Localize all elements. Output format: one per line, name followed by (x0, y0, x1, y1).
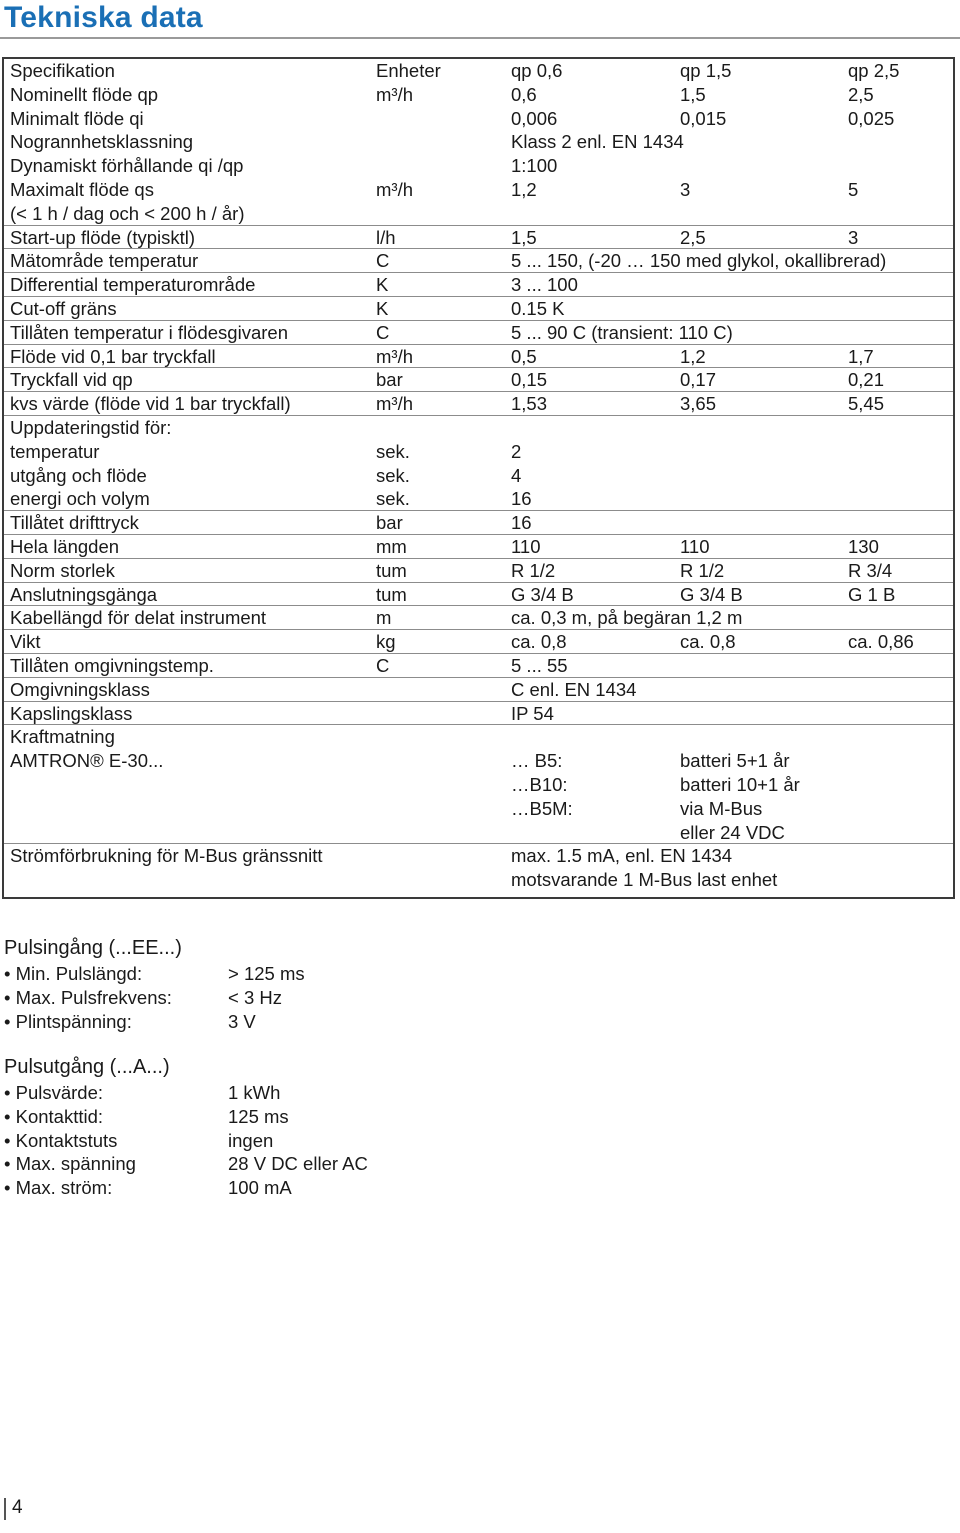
table-cell: 5 ... 150, (-20 … 150 med glykol, okallibrerad) (511, 250, 887, 272)
table-row (4, 154, 953, 178)
table-row (4, 345, 953, 369)
table-cell: 5 ... 55 (511, 654, 568, 676)
table-cell: 3 (848, 226, 859, 248)
table-cell: 0.15 K (511, 297, 565, 319)
table-cell: 3,65 (680, 393, 717, 415)
item-label: • Plintspänning: (4, 1010, 132, 1032)
table-row (4, 654, 953, 678)
table-row (4, 464, 953, 488)
table-cell: K (376, 274, 389, 296)
table-cell: C enl. EN 1434 (511, 678, 637, 700)
table-cell: qp 0,6 (511, 60, 563, 81)
table-cell: …B10: (511, 773, 568, 795)
table-cell: 16 (511, 488, 532, 510)
table-cell: Mätområde temperatur (10, 250, 199, 272)
table-row (4, 368, 953, 392)
table-row (4, 678, 953, 702)
table-cell: 110 (511, 535, 541, 557)
table-cell: mm (376, 535, 407, 557)
item-label: • Max. ström: (4, 1177, 113, 1199)
page-number-bar (4, 1498, 6, 1520)
table-cell: utgång och flöde (10, 464, 147, 486)
table-cell: 1:100 (511, 155, 558, 177)
table-row (4, 773, 953, 797)
table-row (4, 226, 953, 250)
table-row (4, 487, 953, 511)
table-cell: 0,006 (511, 107, 558, 129)
table-cell: Omgivningsklass (10, 678, 150, 700)
item-value: 28 V DC eller AC (228, 1153, 368, 1175)
item-value: 1 kWh (228, 1082, 281, 1103)
table-row (4, 559, 953, 583)
table-cell: kg (376, 631, 396, 653)
table-cell: Cut-off gräns (10, 297, 117, 319)
table-row (4, 630, 953, 654)
table-cell: 5 ... 90 C (transient: 110 C) (511, 321, 733, 343)
table-cell: AMTRON® E-30... (10, 750, 164, 772)
list-item (4, 1152, 368, 1176)
table-row (4, 392, 953, 416)
table-cell: tum (376, 583, 407, 605)
pulse-output-title: Pulsutgång (...A...) (4, 1056, 170, 1078)
table-row (4, 797, 953, 821)
table-cell: Flöde vid 0,1 bar tryckfall (10, 345, 216, 367)
item-label: • Min. Pulslängd: (4, 963, 143, 984)
table-cell: 1,7 (848, 345, 874, 367)
table-cell: …B5M: (511, 797, 573, 819)
table-cell: m (376, 607, 392, 629)
table-cell: 5,45 (848, 393, 885, 415)
table-cell: ca. 0,86 (848, 631, 914, 653)
table-row (4, 702, 953, 726)
table-cell: via M-Bus (680, 797, 763, 819)
table-row (4, 273, 953, 297)
page-title: Tekniska data (4, 1, 203, 34)
table-cell: batteri 10+1 år (680, 773, 800, 795)
spec-table (2, 57, 955, 899)
table-cell: Specifikation (10, 60, 115, 81)
table-cell: R 3/4 (848, 559, 893, 581)
table-cell: ca. 0,3 m, på begäran 1,2 m (511, 607, 743, 629)
table-cell: m³/h (376, 178, 413, 200)
table-cell: C (376, 250, 390, 272)
table-cell: eller 24 VDC (680, 821, 785, 843)
table-cell: kvs värde (flöde vid 1 bar tryckfall) (10, 393, 291, 415)
table-cell: 130 (848, 535, 879, 557)
table-cell: 5 (848, 178, 859, 200)
table-row (4, 606, 953, 630)
pulse-input-title: Pulsingång (...EE...) (4, 937, 182, 959)
table-cell: 0,15 (511, 369, 548, 391)
table-cell: Klass 2 enl. EN 1434 (511, 131, 684, 153)
table-cell: m³/h (376, 83, 413, 105)
table-cell: Norm storlek (10, 559, 115, 581)
table-cell: R 1/2 (680, 559, 725, 581)
table-cell: qp 1,5 (680, 60, 732, 81)
item-value: > 125 ms (228, 963, 305, 984)
table-cell: Uppdateringstid för: (10, 416, 172, 438)
table-row (4, 107, 953, 131)
table-cell: batteri 5+1 år (680, 750, 790, 772)
table-cell: 0,015 (680, 107, 727, 129)
table-cell: Strömförbrukning för M-Bus gränssnitt (10, 845, 323, 867)
table-row (4, 178, 953, 202)
table-cell: Nogrannhetsklassning (10, 131, 194, 153)
table-cell: ca. 0,8 (511, 631, 567, 653)
table-cell: tum (376, 559, 407, 581)
table-row (4, 249, 953, 273)
table-cell: Tillåtet drifttryck (10, 512, 139, 534)
table-row (4, 844, 953, 868)
table-row (4, 440, 953, 464)
table-cell: Tillåten omgivningstemp. (10, 654, 214, 676)
table-cell: 0,6 (511, 83, 537, 105)
table-cell: ca. 0,8 (680, 631, 736, 653)
table-row (4, 297, 953, 321)
table-cell: Minimalt flöde qi (10, 107, 144, 129)
pulse-input-section (4, 936, 305, 1033)
table-cell: Kabellängd för delat instrument (10, 607, 267, 629)
list-item (4, 1176, 292, 1200)
table-row (4, 535, 953, 559)
item-label: • Kontakttid: (4, 1105, 104, 1127)
table-cell: bar (376, 369, 403, 391)
item-label: • Max. spänning (4, 1153, 136, 1175)
table-cell: Kraftmatning (10, 726, 115, 748)
table-cell: G 1 B (848, 583, 896, 605)
table-cell: 3 ... 100 (511, 274, 578, 296)
table-cell: Start-up flöde (typisktl) (10, 226, 196, 248)
table-row (4, 321, 953, 345)
table-cell: 0,17 (680, 369, 717, 391)
table-cell: IP 54 (511, 702, 554, 724)
table-row (4, 583, 953, 607)
item-label: • Max. Pulsfrekvens: (4, 986, 172, 1008)
item-value: ingen (228, 1129, 274, 1151)
table-cell: K (376, 297, 389, 319)
table-cell: Differential temperaturområde (10, 274, 256, 296)
table-row (4, 83, 953, 107)
table-row (4, 416, 953, 440)
table-cell: C (376, 654, 390, 676)
table-cell: qp 2,5 (848, 60, 900, 81)
table-cell: l/h (376, 226, 396, 248)
table-cell: R 1/2 (511, 559, 556, 581)
table-cell: energi och volym (10, 488, 150, 510)
table-cell: sek. (376, 440, 410, 462)
table-cell: 2,5 (680, 226, 706, 248)
table-cell: Kapslingsklass (10, 702, 133, 724)
table-cell: Hela längden (10, 535, 120, 557)
table-cell: (< 1 h / dag och < 200 h / år) (10, 202, 245, 224)
table-cell: motsvarande 1 M-Bus last enhet (511, 869, 778, 891)
table-cell: sek. (376, 488, 410, 510)
list-item (4, 1129, 274, 1153)
table-cell: 1,2 (511, 178, 537, 200)
table-cell: … B5: (511, 750, 563, 772)
item-value: 125 ms (228, 1105, 289, 1127)
table-row (4, 130, 953, 154)
item-value: 100 mA (228, 1177, 292, 1199)
item-label: • Kontaktstuts (4, 1129, 118, 1151)
list-item (4, 1010, 256, 1034)
table-cell: 110 (680, 535, 710, 557)
table-cell: m³/h (376, 393, 413, 415)
table-cell: temperatur (10, 440, 100, 462)
table-row (4, 202, 953, 226)
table-row (4, 868, 953, 892)
table-cell: 2 (511, 440, 522, 462)
table-row (4, 511, 953, 535)
table-row (4, 725, 953, 749)
table-cell: 1,53 (511, 393, 548, 415)
table-cell: C (376, 321, 390, 343)
list-item (4, 986, 282, 1010)
table-cell: m³/h (376, 345, 413, 367)
title-divider (0, 37, 960, 39)
table-cell: 16 (511, 512, 532, 534)
table-cell: 4 (511, 464, 522, 486)
table-cell: Nominellt flöde qp (10, 83, 159, 105)
table-cell: Dynamiskt förhållande qi /qp (10, 155, 244, 177)
table-cell: max. 1.5 mA, enl. EN 1434 (511, 845, 733, 867)
table-cell: Tryckfall vid qp (10, 369, 133, 391)
table-cell: bar (376, 512, 403, 534)
item-label: • Pulsvärde: (4, 1082, 104, 1103)
page-number: 4 (12, 1497, 23, 1518)
item-value: 3 V (228, 1010, 256, 1032)
table-cell: 1,5 (511, 226, 537, 248)
table-cell: 1,2 (680, 345, 706, 367)
list-item (4, 1105, 289, 1129)
table-cell: Vikt (10, 631, 41, 653)
list-item (4, 1081, 281, 1105)
table-cell: Tillåten temperatur i flödesgivaren (10, 321, 288, 343)
table-cell: G 3/4 B (511, 583, 574, 605)
item-value: < 3 Hz (228, 986, 282, 1008)
table-cell: Anslutningsgänga (10, 583, 158, 605)
list-item (4, 962, 305, 986)
pulse-output-section (4, 1055, 368, 1200)
table-cell: 0,21 (848, 369, 885, 391)
table-cell: Enheter (376, 60, 441, 81)
table-row (4, 749, 953, 773)
table-row (4, 821, 953, 845)
table-row (4, 59, 953, 83)
table-cell: sek. (376, 464, 410, 486)
table-cell: 1,5 (680, 83, 706, 105)
table-cell: 0,025 (848, 107, 895, 129)
table-cell: G 3/4 B (680, 583, 743, 605)
table-cell: 2,5 (848, 83, 874, 105)
table-cell: 3 (680, 178, 691, 200)
table-cell: 0,5 (511, 345, 537, 367)
table-cell: Maximalt flöde qs (10, 178, 154, 200)
